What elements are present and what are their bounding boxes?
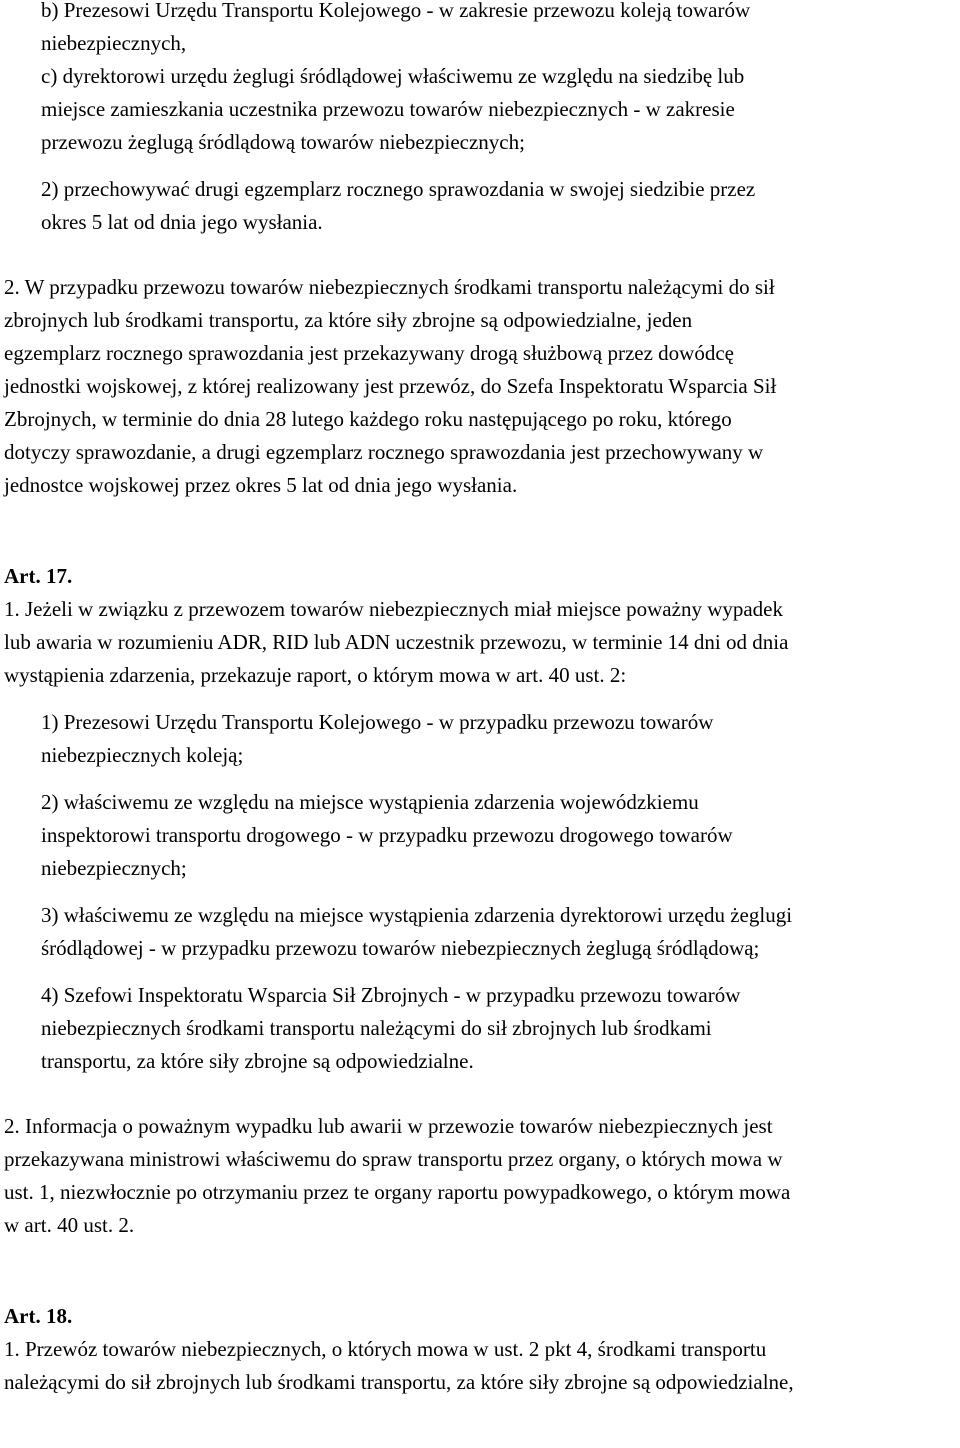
spacer <box>0 772 960 786</box>
spacer <box>0 965 960 979</box>
spacer <box>0 239 960 271</box>
text-line: niebezpiecznych; <box>41 856 187 880</box>
text-line: przekazywana ministrowi właściwemu do spraw transportu przez organy, o których mowa w <box>4 1147 783 1171</box>
article-17-item-4 <box>0 979 960 1078</box>
article-17-item-2 <box>0 786 960 885</box>
text-line: przewozu żeglugą śródlądową towarów niebezpiecznych; <box>41 130 525 154</box>
article-17-item-1 <box>0 706 960 772</box>
text-line: jednostki wojskowej, z której realizowany jest przewóz, do Szefa Inspektoratu Wsparcia Sił <box>4 374 777 398</box>
text-line: inspektorowi transportu drogowego - w przypadku przewozu drogowego towarów <box>41 823 733 847</box>
text-line: 2) właściwemu ze względu na miejsce wystąpienia zdarzenia wojewódzkiemu <box>41 790 699 814</box>
text-line: wystąpienia zdarzenia, przekazuje raport, o którym mowa w art. 40 ust. 2: <box>4 663 627 687</box>
text-line: 1) Prezesowi Urzędu Transportu Kolejowego - w przypadku przewozu towarów <box>41 710 714 734</box>
text-line: należącymi do sił zbrojnych lub środkami transportu, za które siły zbrojne są odpowiedzialne, <box>4 1370 794 1394</box>
text-line: 2. Informacja o poważnym wypadku lub awarii w przewozie towarów niebezpiecznych jest <box>4 1114 773 1138</box>
article-17-item-3 <box>0 899 960 965</box>
text-line: niebezpiecznych środkami transportu należącymi do sił zbrojnych lub środkami <box>41 1016 712 1040</box>
text-line: b) Prezesowi Urzędu Transportu Kolejowego - w zakresie przewozu koleją towarów <box>41 0 751 22</box>
text-line: ust. 1, niezwłocznie po otrzymaniu przez te organy raportu powypadkowego, o którym mowa <box>4 1180 791 1204</box>
article-18-paragraph-1 <box>0 1333 960 1399</box>
text-line: niebezpiecznych, <box>41 31 187 55</box>
text-line: egzemplarz rocznego sprawozdania jest przekazywany drogą służbową przez dowódcę <box>4 341 734 365</box>
spacer <box>0 692 960 706</box>
spacer <box>0 885 960 899</box>
text-line: zbrojnych lub środkami transportu, za które siły zbrojne są odpowiedzialne, jeden <box>4 308 693 332</box>
list-subitems-b-c <box>0 0 960 159</box>
text-line: dotyczy sprawozdanie, a drugi egzemplarz rocznego sprawozdania jest przechowywany w <box>4 440 764 464</box>
text-line: miejsce zamieszkania uczestnika przewozu towarów niebezpiecznych - w zakresie <box>41 97 735 121</box>
article-17-heading: Art. 17. <box>4 564 73 588</box>
text-line: 2) przechowywać drugi egzemplarz rocznego sprawozdania w swojej siedzibie przez <box>41 177 756 201</box>
text-line: jednostce wojskowej przez okres 5 lat od dnia jego wysłania. <box>4 473 518 497</box>
text-line: 2. W przypadku przewozu towarów niebezpiecznych środkami transportu należącymi do sił <box>4 275 775 299</box>
text-line: lub awaria w rozumieniu ADR, RID lub ADN uczestnik przewozu, w terminie 14 dni od dnia <box>4 630 789 654</box>
text-line: Zbrojnych, w terminie do dnia 28 lutego każdego roku następującego po roku, którego <box>4 407 732 431</box>
article-17-paragraph-2 <box>0 1110 960 1242</box>
text-line: transportu, za które siły zbrojne są odpowiedzialne. <box>41 1049 474 1073</box>
paragraph-2 <box>0 271 960 502</box>
text-line: okres 5 lat od dnia jego wysłania. <box>41 210 323 234</box>
article-17-paragraph-1 <box>0 593 960 692</box>
article-18-heading: Art. 18. <box>4 1304 73 1328</box>
text-line: śródlądowej - w przypadku przewozu towarów niebezpiecznych żeglugą śródlądową; <box>41 936 760 960</box>
spacer <box>0 1242 960 1300</box>
text-line: 3) właściwemu ze względu na miejsce wystąpienia zdarzenia dyrektorowi urzędu żeglugi <box>41 903 793 927</box>
text-line: 1. Przewóz towarów niebezpiecznych, o których mowa w ust. 2 pkt 4, środkami transportu <box>4 1337 767 1361</box>
text-line: w art. 40 ust. 2. <box>4 1213 135 1237</box>
spacer <box>0 502 960 560</box>
spacer <box>0 1078 960 1110</box>
text-line: 1. Jeżeli w związku z przewozem towarów niebezpiecznych miał miejsce poważny wypadek <box>4 597 783 621</box>
text-line: c) dyrektorowi urzędu żeglugi śródlądowej właściwemu ze względu na siedzibę lub <box>41 64 745 88</box>
text-line: niebezpiecznych koleją; <box>41 743 244 767</box>
list-item-2 <box>0 173 960 239</box>
spacer <box>0 159 960 173</box>
text-line: 4) Szefowi Inspektoratu Wsparcia Sił Zbrojnych - w przypadku przewozu towarów <box>41 983 741 1007</box>
